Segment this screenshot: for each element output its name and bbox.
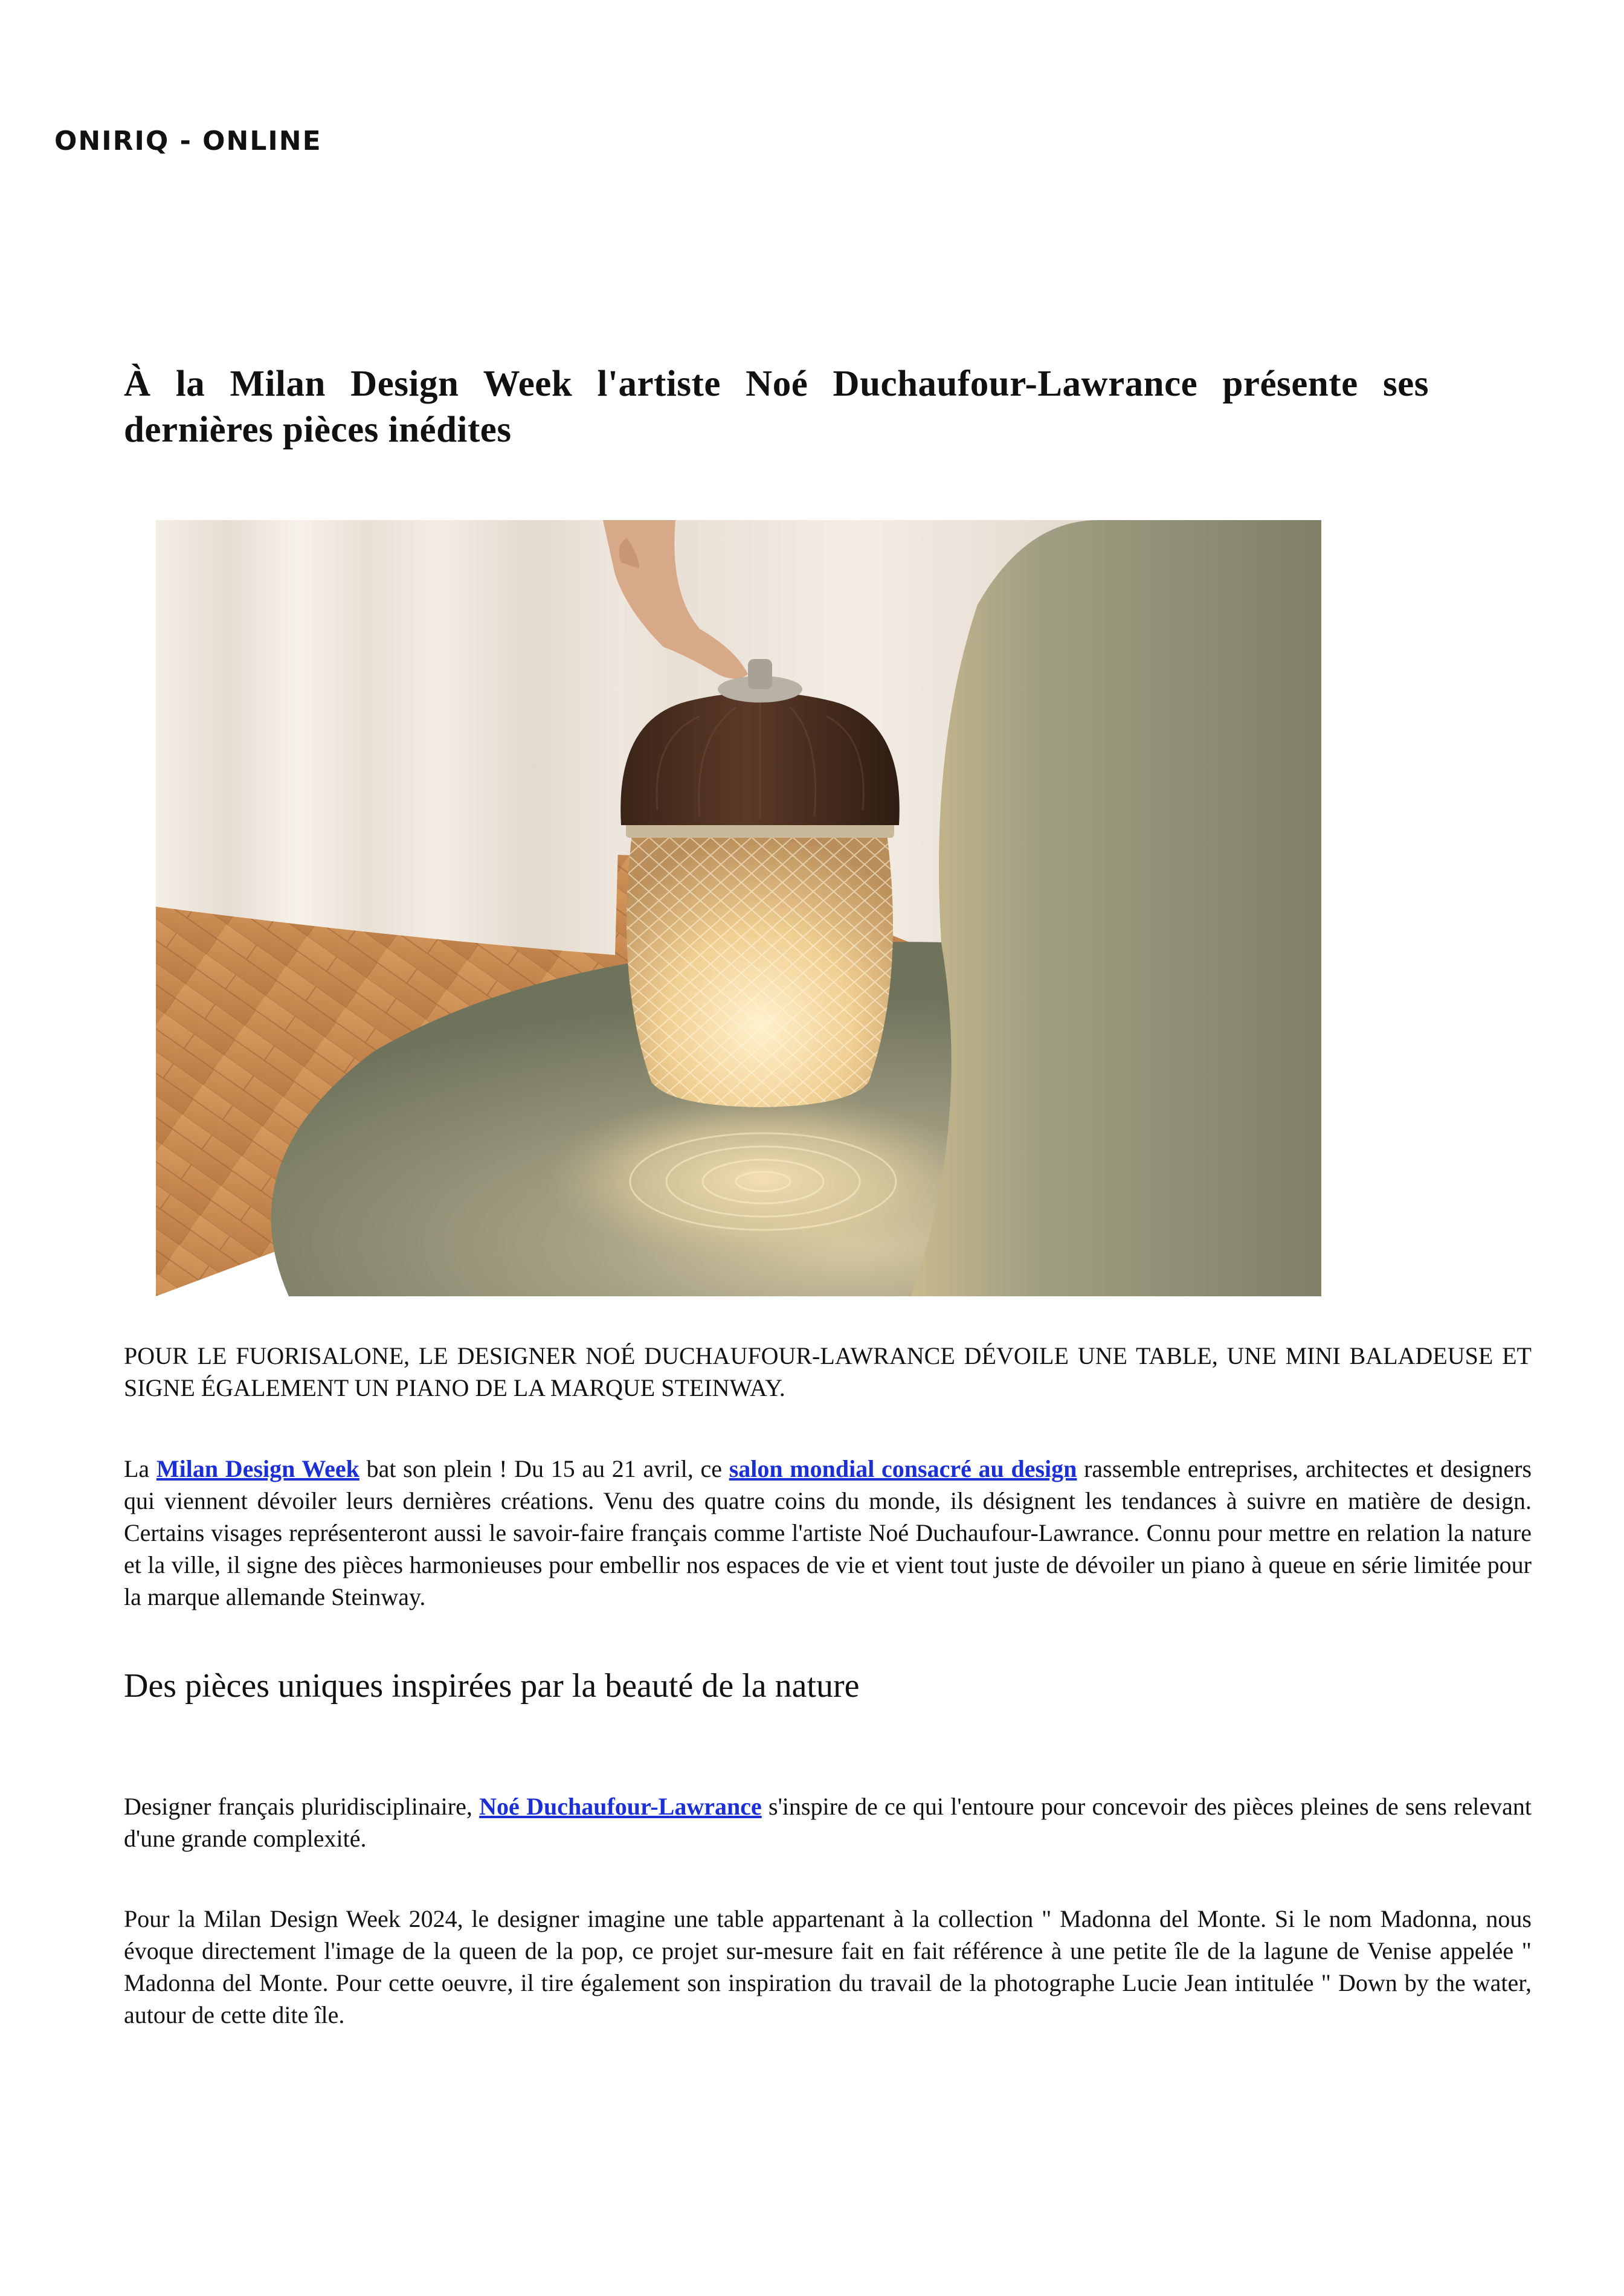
article-paragraph-2 bbox=[124, 1790, 1532, 1854]
p2-text-2: s'inspire de ce qui l'entoure pour concevoir des pièces pleines de sens relevant d'une grande complexité. bbox=[124, 1793, 1532, 1852]
p2-text-1: Designer français pluridisciplinaire, bbox=[124, 1793, 480, 1820]
article-photo bbox=[156, 520, 1321, 1296]
designer-link[interactable]: Noé Duchaufour-Lawrance bbox=[479, 1793, 762, 1820]
p1-text-3: rassemble entreprises, architectes et designers qui viennent dévoiler leurs dernières créations. Venu des quatre coins du monde, ils désignent les tendances à suivre en matière de design. Certains visages représenteront aussi le savoir-faire français comme l'artiste Noé Duchaufour-Lawrance. Connu pour mettre en relation la nature et la ville, il signe des pièces harmonieuses pour embellir nos espaces de vie et vient tout juste de dévoiler un piano à queue en série limitée pour la marque allemande Steinway. bbox=[124, 1455, 1532, 1610]
article-paragraph-3: Pour la Milan Design Week 2024, le designer imagine une table appartenant à la collection " Madonna del Monte. Si le nom Madonna, nous évoque directement l'image de la queen de la pop, ce projet sur-mesure fait en fait référence à une petite île de la lagune de Venise appelée " Madonna del Monte. Pour cette oeuvre, il tire également son inspiration du travail de la photographe Lucie Jean intitulée " Down by the water, autour de cette dite île. bbox=[124, 1905, 1532, 2028]
section-subheading: Des pièces uniques inspirées par la beauté de la nature bbox=[124, 1667, 860, 1705]
p1-text-2: bat son plein ! Du 15 au 21 avril, ce bbox=[359, 1455, 729, 1482]
article-paragraph-1 bbox=[124, 1453, 1532, 1613]
milan-design-week-link[interactable]: Milan Design Week bbox=[156, 1455, 359, 1482]
source-label: ONIRIQ - ONLINE bbox=[54, 126, 322, 156]
p1-text-1: La bbox=[124, 1455, 156, 1482]
article-title: À la Milan Design Week l'artiste Noé Duchaufour-Lawrance présente ses dernières pièces inédites bbox=[124, 364, 1429, 450]
salon-design-link[interactable]: salon mondial consacré au design bbox=[729, 1455, 1077, 1482]
article-lead: POUR LE FUORISALONE, LE DESIGNER NOÉ DUCHAUFOUR-LAWRANCE DÉVOILE UNE TABLE, UNE MINI BALADEUSE ET SIGNE ÉGALEMENT UN PIANO DE LA MARQUE STEINWAY. bbox=[124, 1342, 1532, 1401]
lantern-photo-illustration bbox=[156, 520, 1321, 1296]
